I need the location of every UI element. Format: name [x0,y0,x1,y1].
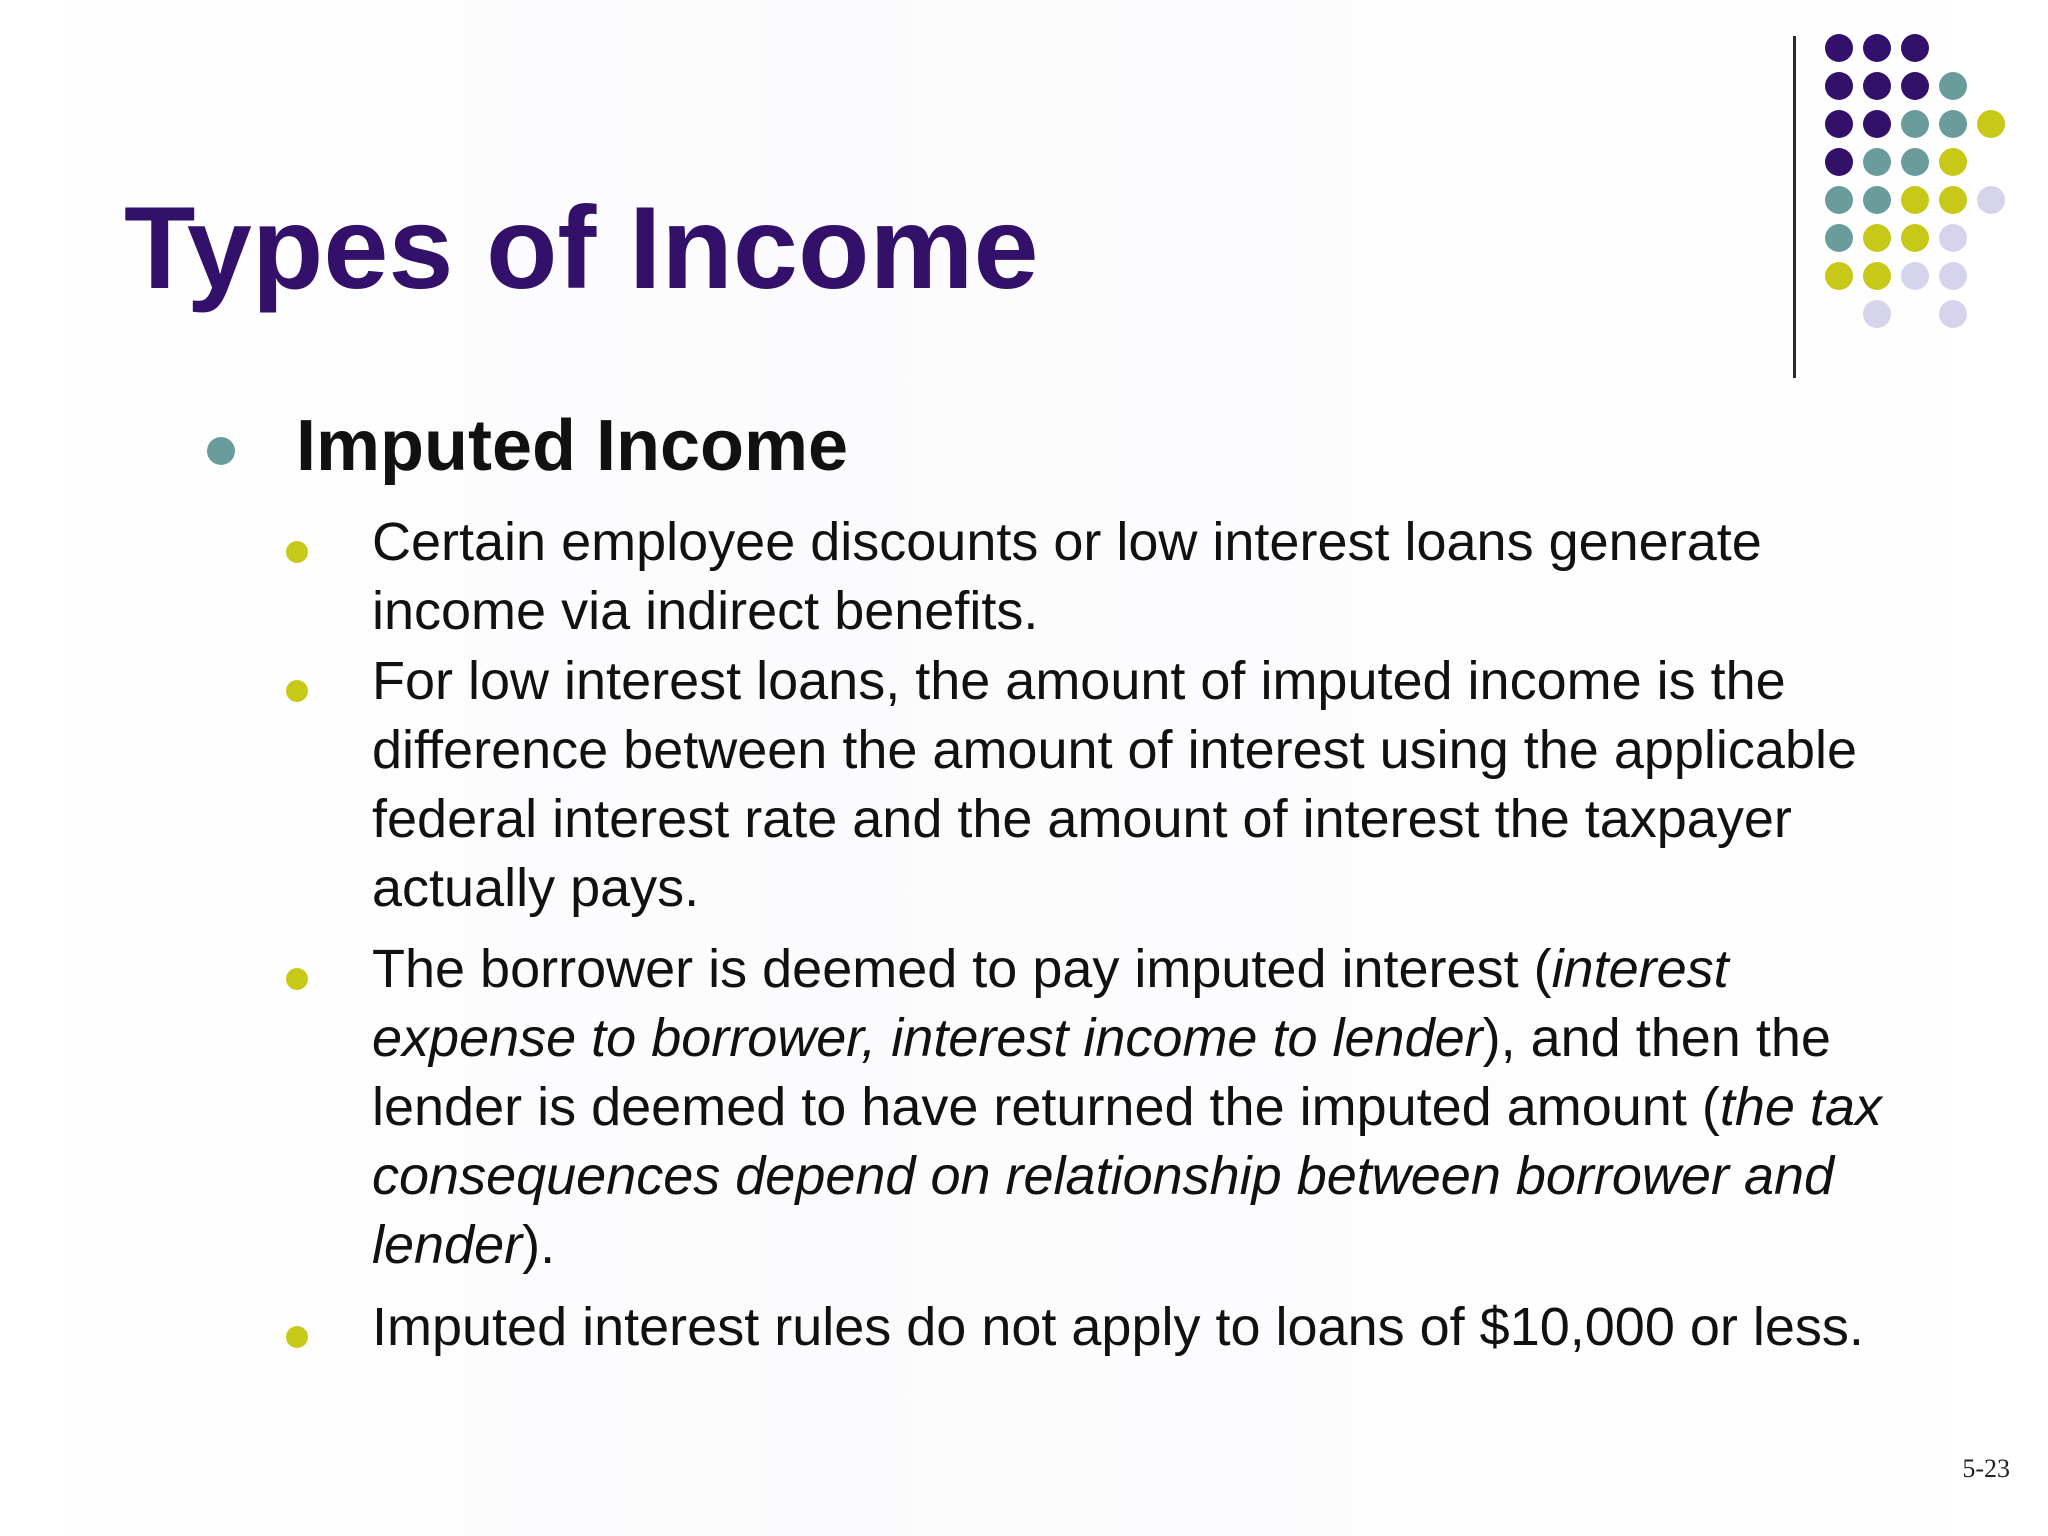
bullet-heading: Imputed Income [296,406,849,486]
yellow-dot [1863,262,1891,290]
purple-dot [1825,110,1853,138]
yellow-dot [1939,186,1967,214]
purple-dot [1901,34,1929,62]
teal-dot [1825,186,1853,214]
yellow-bullet-icon [286,968,308,990]
bullet-italic-text: interest expense to borrower, interest income to lender [372,939,1729,1068]
yellow-dot [1901,186,1929,214]
yellow-dot [1863,224,1891,252]
purple-dot [1901,72,1929,100]
slide-title: Types of Income [124,182,1039,313]
bullet-item: Imputed interest rules do not apply to loans of $10,000 or less. [372,1297,1864,1357]
lavender-dot [1939,300,1967,328]
bullet-item [372,935,1942,1280]
lavender-dot [1977,186,2005,214]
yellow-dot [1901,224,1929,252]
teal-dot [1939,110,1967,138]
vertical-divider-line [1793,36,1796,378]
purple-dot [1863,110,1891,138]
yellow-dot [1825,262,1853,290]
teal-dot [1863,186,1891,214]
teal-dot [1901,148,1929,176]
purple-dot [1825,34,1853,62]
lavender-dot [1901,262,1929,290]
bullet-text: ). [522,1215,556,1275]
teal-dot [1863,148,1891,176]
teal-dot [1825,224,1853,252]
lavender-dot [1863,300,1891,328]
teal-dot [1939,72,1967,100]
purple-dot [1825,72,1853,100]
teal-bullet-icon [207,437,235,465]
yellow-dot [1977,110,2005,138]
purple-dot [1863,34,1891,62]
bullet-text: The borrower is deemed to pay imputed interest ( [372,939,1552,999]
slide-number: 5-23 [1962,1454,2010,1483]
bullet-item: Certain employee discounts or low interest loans generate income via indirect benefits. [372,512,1762,641]
bullet-italic-text: the tax consequences depend on relationship between borrower and lender [372,1077,1882,1275]
yellow-bullet-icon [286,680,308,702]
yellow-bullet-icon [286,1326,308,1348]
yellow-dot [1939,148,1967,176]
lavender-dot [1939,262,1967,290]
lavender-dot [1939,224,1967,252]
purple-dot [1825,148,1853,176]
purple-dot [1863,72,1891,100]
bullet-text: ), and then the lender is deemed to have returned the imputed amount ( [372,1008,1831,1137]
yellow-bullet-icon [286,541,308,563]
bullet-item: For low interest loans, the amount of imputed income is the difference between the amount of interest using the applicable federal interest rate and the amount of interest the taxpayer actually pays. [372,651,1857,918]
teal-dot [1901,110,1929,138]
